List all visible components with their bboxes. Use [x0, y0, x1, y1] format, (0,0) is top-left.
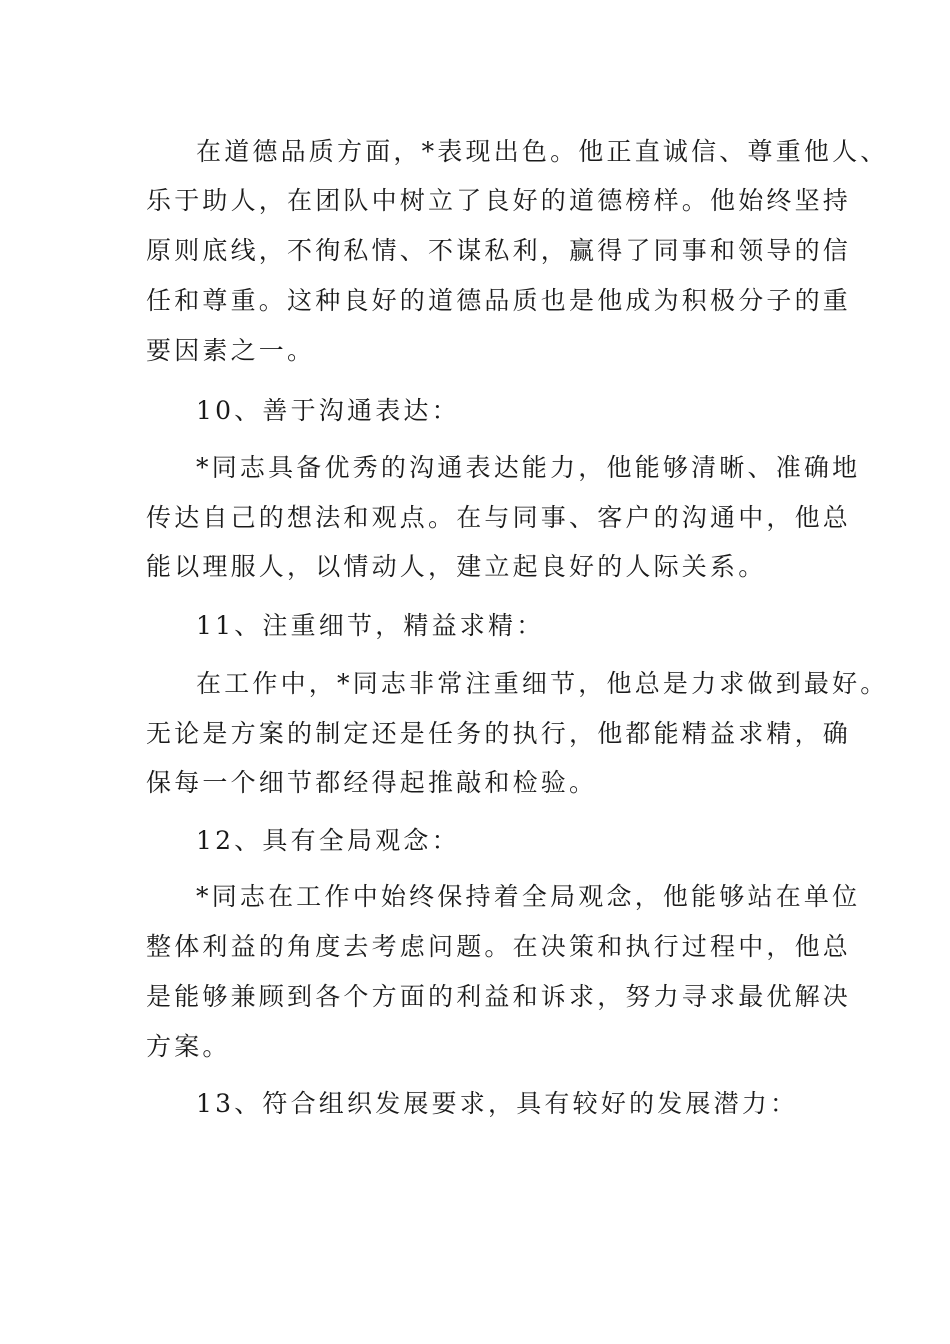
paragraph-line: 是能够兼顾到各个方面的利益和诉求，努力寻求最优解决: [146, 982, 852, 1011]
paragraph-line: 原则底线，不徇私情、不谋私利，赢得了同事和领导的信: [146, 236, 852, 265]
paragraph-line: 要因素之一。: [146, 336, 316, 365]
paragraph-line: 乐于助人，在团队中树立了良好的道德榜样。他始终坚持: [146, 186, 852, 215]
paragraph-line: 在工作中，*同志非常注重细节，他总是力求做到最好。: [196, 669, 889, 698]
paragraph-line: 保每一个细节都经得起推敲和检验。: [146, 768, 598, 797]
section-heading-13: 13、符合组织发展要求，具有较好的发展潜力：: [196, 1089, 799, 1118]
section-heading-11: 11、注重细节，精益求精：: [196, 611, 545, 640]
section-heading-12: 12、具有全局观念：: [196, 826, 460, 855]
paragraph-line: *同志在工作中始终保持着全局观念，他能够站在单位: [196, 882, 861, 911]
paragraph-line: 能以理服人，以情动人，建立起良好的人际关系。: [146, 552, 767, 581]
paragraph-line: 整体利益的角度去考虑问题。在决策和执行过程中，他总: [146, 932, 852, 961]
section-heading-10: 10、善于沟通表达：: [196, 396, 460, 425]
paragraph-line: 传达自己的想法和观点。在与同事、客户的沟通中，他总: [146, 503, 852, 532]
paragraph-line: 方案。: [146, 1032, 231, 1061]
paragraph-line: 任和尊重。这种良好的道德品质也是他成为积极分子的重: [146, 286, 852, 315]
paragraph-line: 无论是方案的制定还是任务的执行，他都能精益求精，确: [146, 719, 852, 748]
paragraph-line: *同志具备优秀的沟通表达能力，他能够清晰、准确地: [196, 453, 861, 482]
paragraph-line: 在道德品质方面，*表现出色。他正直诚信、尊重他人、: [196, 137, 889, 166]
